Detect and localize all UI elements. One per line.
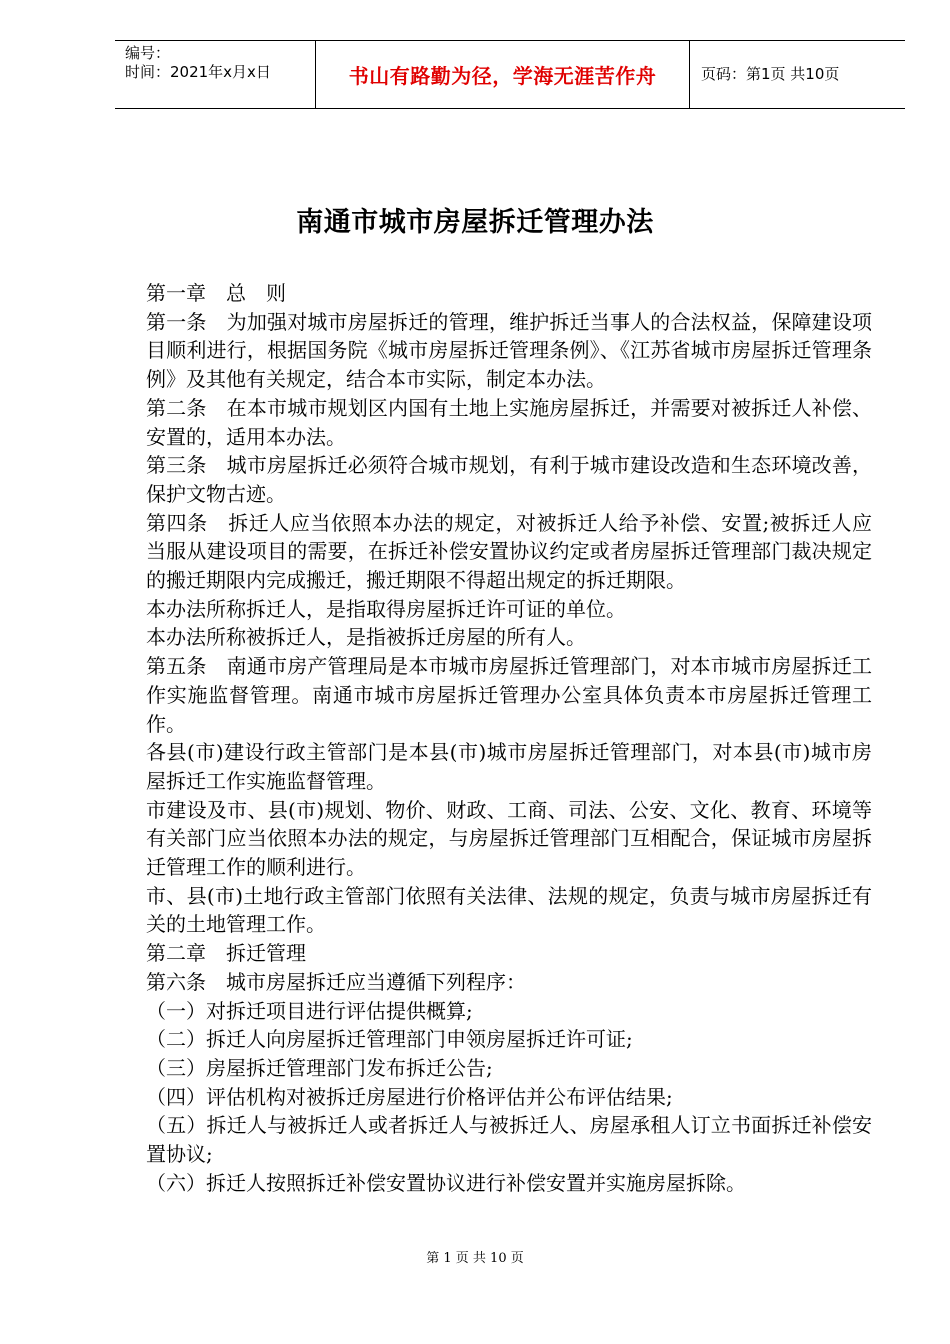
header-info-cell (115, 41, 316, 108)
paragraph: 第三条 城市房屋拆迁必须符合城市规划，有利于城市建设改造和生态环境改善，保护文物古迹。 (146, 453, 872, 506)
document-time-label: 时间：2021年x月x日 (125, 63, 271, 81)
paragraph: 各县(市)建设行政主管部门是本县(市)城市房屋拆迁管理部门，对本县(市)城市房屋拆迁工作实施监督管理。 (146, 740, 872, 793)
paragraph: 第五条 南通市房产管理局是本市城市房屋拆迁管理部门，对本市城市房屋拆迁工作实施监督管理。南通市城市房屋拆迁管理办公室具体负责本市房屋拆迁管理工作。 (146, 654, 872, 736)
paragraph: （六）拆迁人按照拆迁补偿安置协议进行补偿安置并实施房屋拆除。 (146, 1170, 746, 1195)
paragraph: 第六条 城市房屋拆迁应当遵循下列程序： (146, 969, 526, 994)
paragraph: 市、县(市)土地行政主管部门依照有关法律、法规的规定，负责与城市房屋拆迁有关的土地管理工作。 (146, 883, 872, 937)
paragraph: （四）评估机构对被拆迁房屋进行价格评估并公布评估结果; (146, 1084, 673, 1109)
header-motto: 书山有路勤为径，学海无涯苦作舟 (348, 64, 657, 88)
paragraph: 本办法所称被拆迁人，是指被拆迁房屋的所有人。 (146, 625, 586, 650)
document-number-label: 编号： (125, 44, 171, 62)
header-motto-cell (316, 41, 690, 108)
paragraph: 第四条 拆迁人应当依照本办法的规定，对被拆迁人给予补偿、安置;被拆迁人应当服从建设项目的需要，在拆迁补偿安置协议约定或者房屋拆迁管理部门裁决规定的搬迁期限内完成搬迁，搬迁期限不得超出规定的拆迁期限。 (146, 510, 872, 593)
page-header (115, 40, 905, 109)
paragraph: （一）对拆迁项目进行评估提供概算; (146, 998, 473, 1023)
paragraph: （三）房屋拆迁管理部门发布拆迁公告; (146, 1055, 493, 1080)
document-body (146, 279, 872, 1198)
paragraph: 市建设及市、县(市)规划、物价、财政、工商、司法、公安、文化、教育、环境等有关部门应当依照本办法的规定，与房屋拆迁管理部门互相配合，保证城市房屋拆迁管理工作的顺利进行。 (146, 797, 872, 880)
header-page-label: 页码：第1页 共10页 (701, 65, 840, 83)
paragraph: 第二条 在本市城市规划区内国有土地上实施房屋拆迁，并需要对被拆迁人补偿、安置的，适用本办法。 (146, 395, 872, 449)
paragraph: 第一条 为加强对城市房屋拆迁的管理，维护拆迁当事人的合法权益，保障建设项目顺利进行，根据国务院《城市房屋拆迁管理条例》、《江苏省城市房屋拆迁管理条例》及其他有关规定，结合本市实际，制定本办法。 (146, 309, 872, 392)
paragraph: 第一章 总 则 (146, 281, 286, 305)
document-title: 南通市城市房屋拆迁管理办法 (296, 207, 654, 238)
paragraph: （二）拆迁人向房屋拆迁管理部门申领房屋拆迁许可证; (146, 1027, 633, 1052)
paragraph: 第二章 拆迁管理 (146, 941, 306, 966)
paragraph: （五）拆迁人与被拆迁人或者拆迁人与被拆迁人、房屋承租人订立书面拆迁补偿安置协议; (146, 1113, 872, 1167)
paragraph: 本办法所称拆迁人，是指取得房屋拆迁许可证的单位。 (146, 596, 626, 621)
header-page-cell (691, 41, 915, 108)
page-footer: 第 1 页 共 10 页 (426, 1251, 524, 1266)
